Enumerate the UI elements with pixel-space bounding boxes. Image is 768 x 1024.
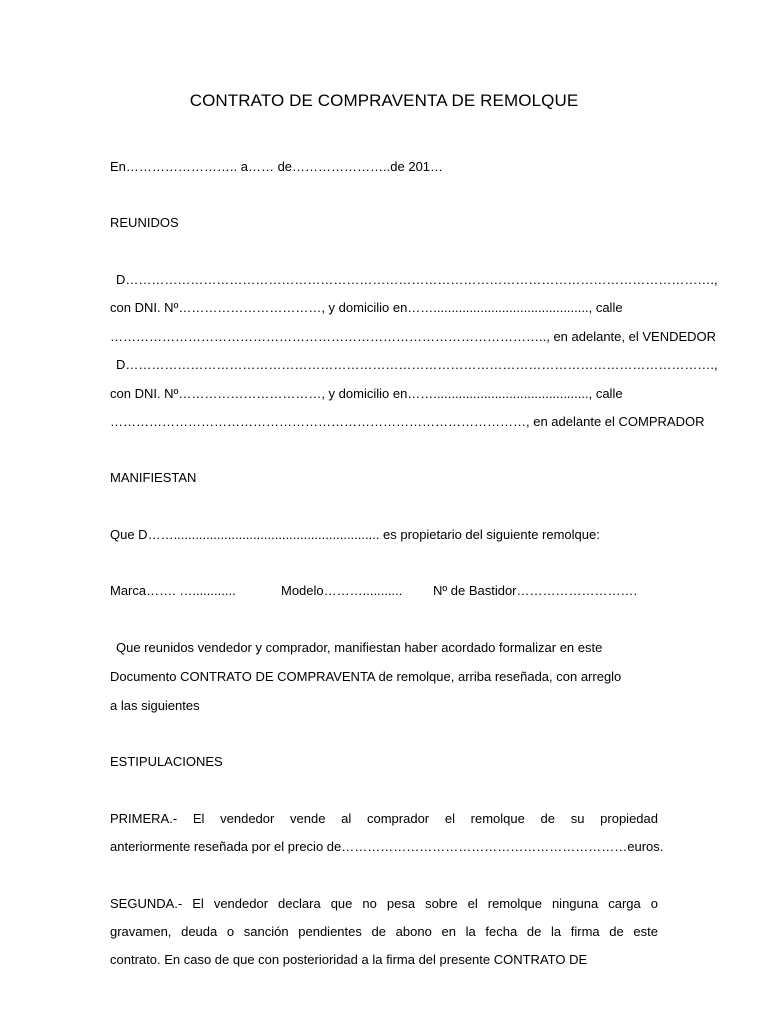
- agreement-line-2: Documento CONTRATO DE COMPRAVENTA de remolque, arriba reseñada, con arreglo: [110, 669, 622, 684]
- vehicle-modelo: Modelo………...........: [281, 583, 403, 598]
- document-title: CONTRATO DE COMPRAVENTA DE REMOLQUE: [189, 91, 579, 110]
- primera-line-1: PRIMERA.- El vendedor vende al comprador el remolque de su propiedad: [110, 811, 658, 826]
- seller-dni-line: con DNI. Nº……………………………, y domicilio en……..........................................., calle: [110, 300, 623, 315]
- reunidos-heading: REUNIDOS: [110, 215, 179, 230]
- date-line: En…………………….. a…… de…………………..de 201…: [110, 159, 444, 174]
- vehicle-bastidor: Nº de Bastidor……………………….: [433, 583, 638, 598]
- owner-line: Que D……......................................................... es propietario del siguiente remolque:: [110, 527, 600, 542]
- manifiestan-heading: MANIFIESTAN: [110, 470, 197, 485]
- seller-name-line: D……………………………………………………………………………………………………………………….,: [116, 272, 718, 287]
- segunda-line-2: gravamen, deuda o sanción pendientes de abono en la fecha de la firma de este: [110, 924, 658, 939]
- buyer-address-line: ……………………………………………………………………………………, en adelante el COMPRADOR: [110, 414, 705, 429]
- buyer-name-line: D……………………………………………………………………………………………………………………….,: [116, 357, 718, 372]
- agreement-line-1: Que reunidos vendedor y comprador, manifiestan haber acordado formalizar en este: [116, 640, 603, 655]
- vehicle-marca: Marca……. …............: [110, 583, 236, 598]
- agreement-line-3: a las siguientes: [110, 698, 200, 713]
- segunda-line-3: contrato. En caso de que con posterioridad a la firma del presente CONTRATO DE: [110, 952, 588, 967]
- seller-address-line: ……………………………………………………………………………………….., en adelante, el VENDEDOR: [110, 329, 717, 344]
- buyer-dni-line: con DNI. Nº……………………………, y domicilio en……..........................................., calle: [110, 386, 623, 401]
- estipulaciones-heading: ESTIPULACIONES: [110, 754, 223, 769]
- primera-line-2: anteriormente reseñada por el precio de…………………………………………………………euros.: [110, 839, 664, 854]
- segunda-line-1: SEGUNDA.- El vendedor declara que no pesa sobre el remolque ninguna carga o: [110, 896, 658, 911]
